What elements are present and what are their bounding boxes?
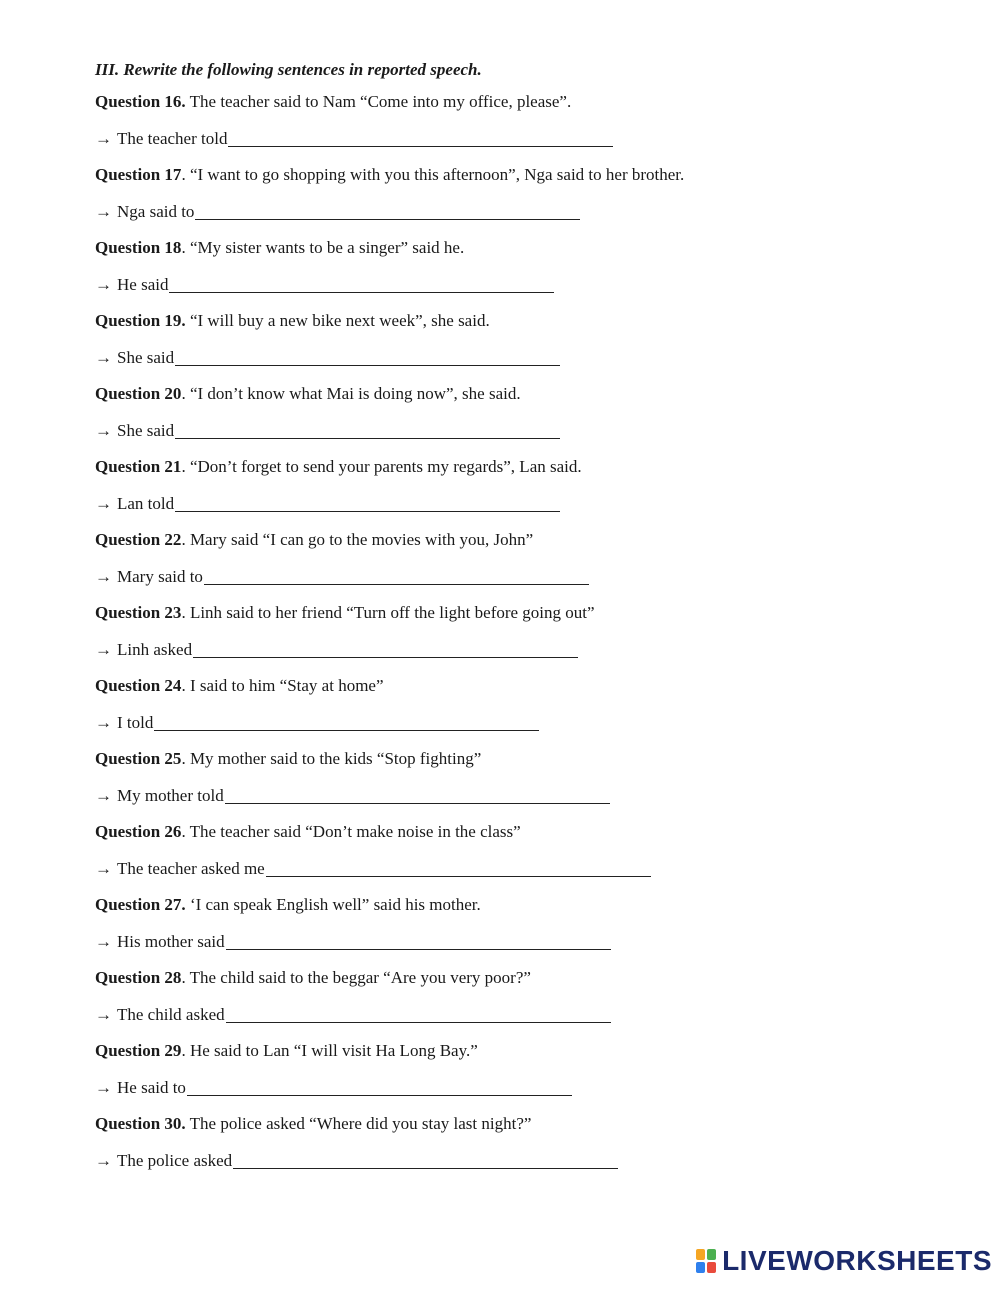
- answer-prompt: She said: [117, 347, 175, 367]
- answer-blank[interactable]: [266, 856, 651, 877]
- question-item: [95, 303, 955, 376]
- answer-blank[interactable]: [175, 418, 560, 439]
- answer-blank[interactable]: [175, 345, 560, 366]
- answer-blank[interactable]: [169, 272, 554, 293]
- arrow-icon: →: [95, 274, 112, 294]
- answer-prompt: His mother said: [117, 931, 225, 951]
- question-label: Question 22: [95, 530, 182, 549]
- question-label: Question 26: [95, 822, 182, 841]
- answer-line: [95, 705, 955, 742]
- answer-line: [95, 1070, 955, 1107]
- answer-prompt: My mother told: [117, 785, 224, 805]
- answer-line: [95, 559, 955, 596]
- question-item: [95, 84, 955, 157]
- question-label: Question 30.: [95, 1114, 186, 1133]
- answer-line: [95, 121, 955, 158]
- question-line: [95, 157, 955, 194]
- answer-line: [95, 997, 955, 1034]
- answer-blank[interactable]: [225, 783, 610, 804]
- section-heading: III. Rewrite the following sentences in reported speech.: [95, 60, 482, 79]
- question-text: . The teacher said “Don’t make noise in the class”: [181, 822, 521, 841]
- answer-blank[interactable]: [204, 564, 589, 585]
- answer-prompt: The teacher asked me: [117, 858, 265, 878]
- answer-prompt: Linh asked: [117, 639, 193, 659]
- arrow-icon: →: [95, 1150, 112, 1170]
- question-item: [95, 376, 955, 449]
- question-list: [95, 84, 955, 1179]
- answer-prompt: Mary said to: [117, 566, 203, 586]
- question-text: . “Don’t forget to send your parents my regards”, Lan said.: [181, 457, 582, 476]
- answer-prompt: The teacher told: [117, 128, 228, 148]
- question-text: The teacher said to Nam “Come into my office, please”.: [189, 92, 572, 111]
- question-item: [95, 595, 955, 668]
- answer-line: [95, 778, 955, 815]
- arrow-icon: →: [95, 566, 112, 586]
- question-line: [95, 814, 955, 851]
- answer-prompt: The police asked: [117, 1150, 233, 1170]
- answer-prompt: Lan told: [117, 493, 175, 513]
- question-item: [95, 960, 955, 1033]
- question-label: Question 27.: [95, 895, 186, 914]
- question-line: [95, 522, 955, 559]
- question-label: Question 16.: [95, 92, 186, 111]
- question-label: Question 28: [95, 968, 182, 987]
- question-item: [95, 157, 955, 230]
- question-label: Question 29: [95, 1041, 182, 1060]
- answer-blank[interactable]: [175, 491, 560, 512]
- arrow-icon: →: [95, 347, 112, 367]
- question-text: . He said to Lan “I will visit Ha Long Bay.”: [181, 1041, 478, 1060]
- question-line: [95, 887, 955, 924]
- question-label: Question 25: [95, 749, 182, 768]
- answer-prompt: I told: [117, 712, 154, 732]
- question-text: “I will buy a new bike next week”, she said.: [189, 311, 490, 330]
- arrow-icon: →: [95, 1077, 112, 1097]
- answer-line: [95, 632, 955, 669]
- arrow-icon: →: [95, 128, 112, 148]
- answer-blank[interactable]: [154, 710, 539, 731]
- answer-blank[interactable]: [226, 929, 611, 950]
- question-label: Question 18: [95, 238, 182, 257]
- answer-prompt: He said: [117, 274, 169, 294]
- answer-line: [95, 924, 955, 961]
- answer-line: [95, 413, 955, 450]
- question-text: ‘I can speak English well” said his mother.: [189, 895, 481, 914]
- worksheet-page: [95, 56, 955, 1179]
- question-label: Question 20: [95, 384, 182, 403]
- arrow-icon: →: [95, 420, 112, 440]
- answer-line: [95, 267, 955, 304]
- logo-text: LIVEWORKSHEETS: [722, 1245, 992, 1276]
- answer-blank[interactable]: [228, 126, 613, 147]
- question-item: [95, 1106, 955, 1179]
- question-line: [95, 595, 955, 632]
- question-item: [95, 230, 955, 303]
- question-line: [95, 1033, 955, 1070]
- question-text: . I said to him “Stay at home”: [181, 676, 384, 695]
- question-text: . Mary said “I can go to the movies with you, John”: [181, 530, 534, 549]
- liveworksheets-logo-icon: [696, 1249, 716, 1273]
- arrow-icon: →: [95, 712, 112, 732]
- question-label: Question 24: [95, 676, 182, 695]
- arrow-icon: →: [95, 493, 112, 513]
- question-line: [95, 376, 955, 413]
- arrow-icon: →: [95, 785, 112, 805]
- question-line: [95, 230, 955, 267]
- question-text: . Linh said to her friend “Turn off the light before going out”: [181, 603, 595, 622]
- question-item: [95, 814, 955, 887]
- question-label: Question 21: [95, 457, 182, 476]
- answer-prompt: Nga said to: [117, 201, 195, 221]
- arrow-icon: →: [95, 858, 112, 878]
- answer-prompt: The child asked: [117, 1004, 225, 1024]
- question-item: [95, 887, 955, 960]
- question-line: [95, 303, 955, 340]
- arrow-icon: →: [95, 201, 112, 221]
- question-item: [95, 522, 955, 595]
- liveworksheets-logo[interactable]: [696, 1245, 992, 1277]
- question-line: [95, 84, 955, 121]
- answer-prompt: She said: [117, 420, 175, 440]
- answer-blank[interactable]: [193, 637, 578, 658]
- arrow-icon: →: [95, 1004, 112, 1024]
- question-item: [95, 741, 955, 814]
- question-text: . The child said to the beggar “Are you very poor?”: [181, 968, 531, 987]
- question-text: . “I don’t know what Mai is doing now”, she said.: [181, 384, 521, 403]
- answer-line: [95, 194, 955, 231]
- answer-prompt: He said to: [117, 1077, 186, 1097]
- question-line: [95, 741, 955, 778]
- answer-blank[interactable]: [226, 1002, 611, 1023]
- question-item: [95, 668, 955, 741]
- question-label: Question 17: [95, 165, 182, 184]
- answer-blank[interactable]: [187, 1075, 572, 1096]
- question-item: [95, 1033, 955, 1106]
- answer-line: [95, 486, 955, 523]
- question-text: . “I want to go shopping with you this afternoon”, Nga said to her brother.: [181, 165, 685, 184]
- arrow-icon: →: [95, 639, 112, 659]
- answer-line: [95, 340, 955, 377]
- question-line: [95, 1106, 955, 1143]
- question-text: . My mother said to the kids “Stop fighting”: [181, 749, 482, 768]
- question-line: [95, 960, 955, 997]
- arrow-icon: →: [95, 931, 112, 951]
- question-text: . “My sister wants to be a singer” said he.: [181, 238, 465, 257]
- question-line: [95, 668, 955, 705]
- answer-line: [95, 851, 955, 888]
- question-line: [95, 449, 955, 486]
- answer-line: [95, 1143, 955, 1180]
- question-label: Question 23: [95, 603, 182, 622]
- answer-blank[interactable]: [233, 1148, 618, 1169]
- question-item: [95, 449, 955, 522]
- answer-blank[interactable]: [195, 199, 580, 220]
- question-text: The police asked “Where did you stay last night?”: [189, 1114, 532, 1133]
- question-label: Question 19.: [95, 311, 186, 330]
